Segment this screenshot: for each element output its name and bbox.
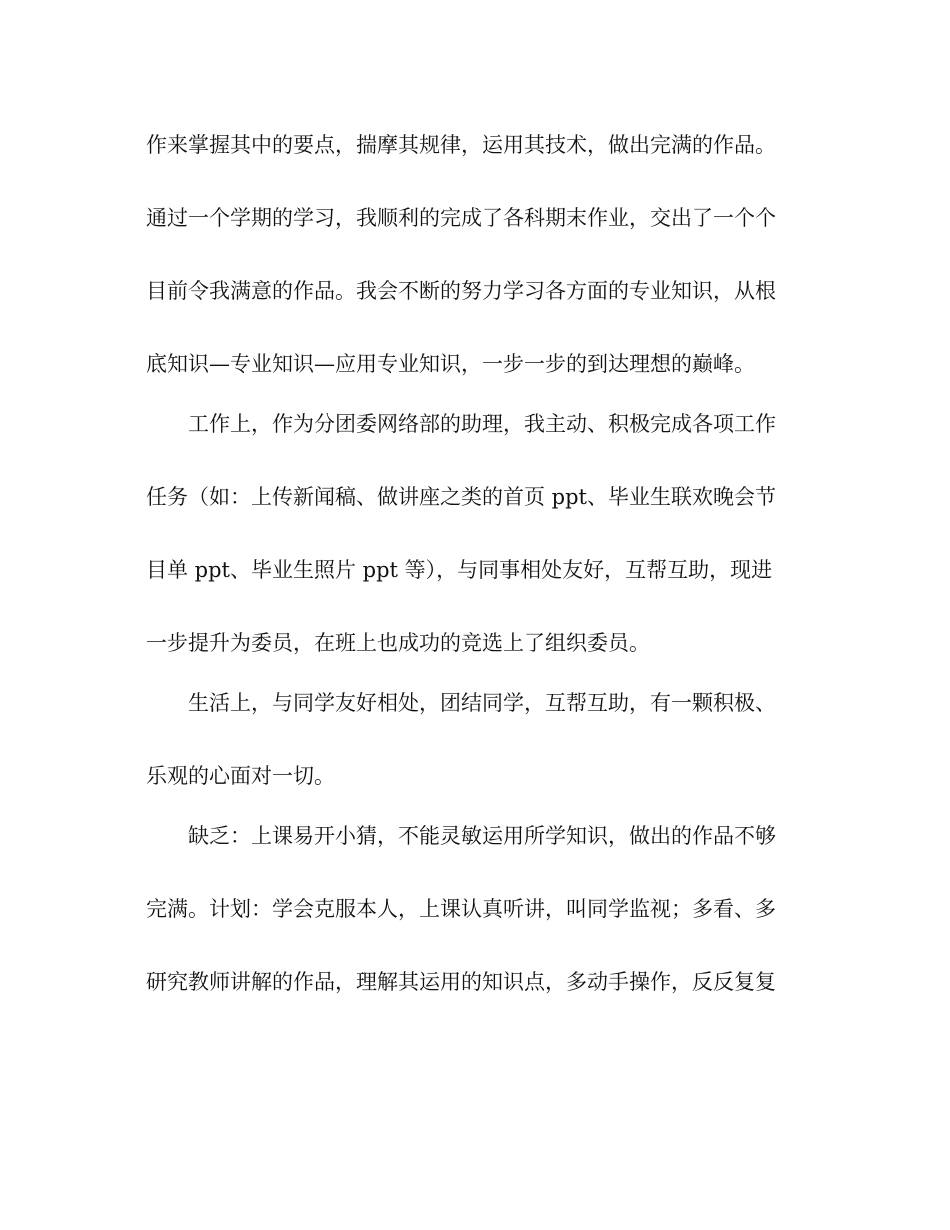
text-line: 完满。计划：学会克服本人，上课认真听讲，叫同学监视；多看、多 xyxy=(146,897,776,921)
text-line: 底知识—专业知识—应用专业知识，一步一步的到达理想的巅峰。 xyxy=(146,352,755,376)
text-line: 作来掌握其中的要点，揣摩其规律，运用其技术，做出完满的作品。 xyxy=(146,133,776,157)
text-line: 缺乏：上课易开小猜，不能灵敏运用所学知识，做出的作品不够 xyxy=(146,824,776,848)
text-line: 一步提升为委员，在班上也成功的竞选上了组织委员。 xyxy=(146,631,650,655)
text-line: 乐观的心面对一切。 xyxy=(146,764,335,788)
text-line: 工作上，作为分团委网络部的助理，我主动、积极完成各项工作 xyxy=(146,412,776,436)
text-line: 目前令我满意的作品。我会不断的努力学习各方面的专业知识，从根 xyxy=(146,279,776,303)
text-line: 生活上，与同学友好相处，团结同学，互帮互助，有一颗积极、 xyxy=(146,691,776,715)
text-line: 通过一个学期的学习，我顺利的完成了各科期末作业，交出了一个个 xyxy=(146,206,776,230)
text-line: 研究教师讲解的作品，理解其运用的知识点，多动手操作，反反复复 xyxy=(146,970,776,994)
text-line: 目单 ppt、毕业生照片 ppt 等），与同事相处友好，互帮互助，现进 xyxy=(146,558,773,582)
text-line: 任务（如：上传新闻稿、做讲座之类的首页 ppt、毕业生联欢晚会节 xyxy=(146,485,776,509)
